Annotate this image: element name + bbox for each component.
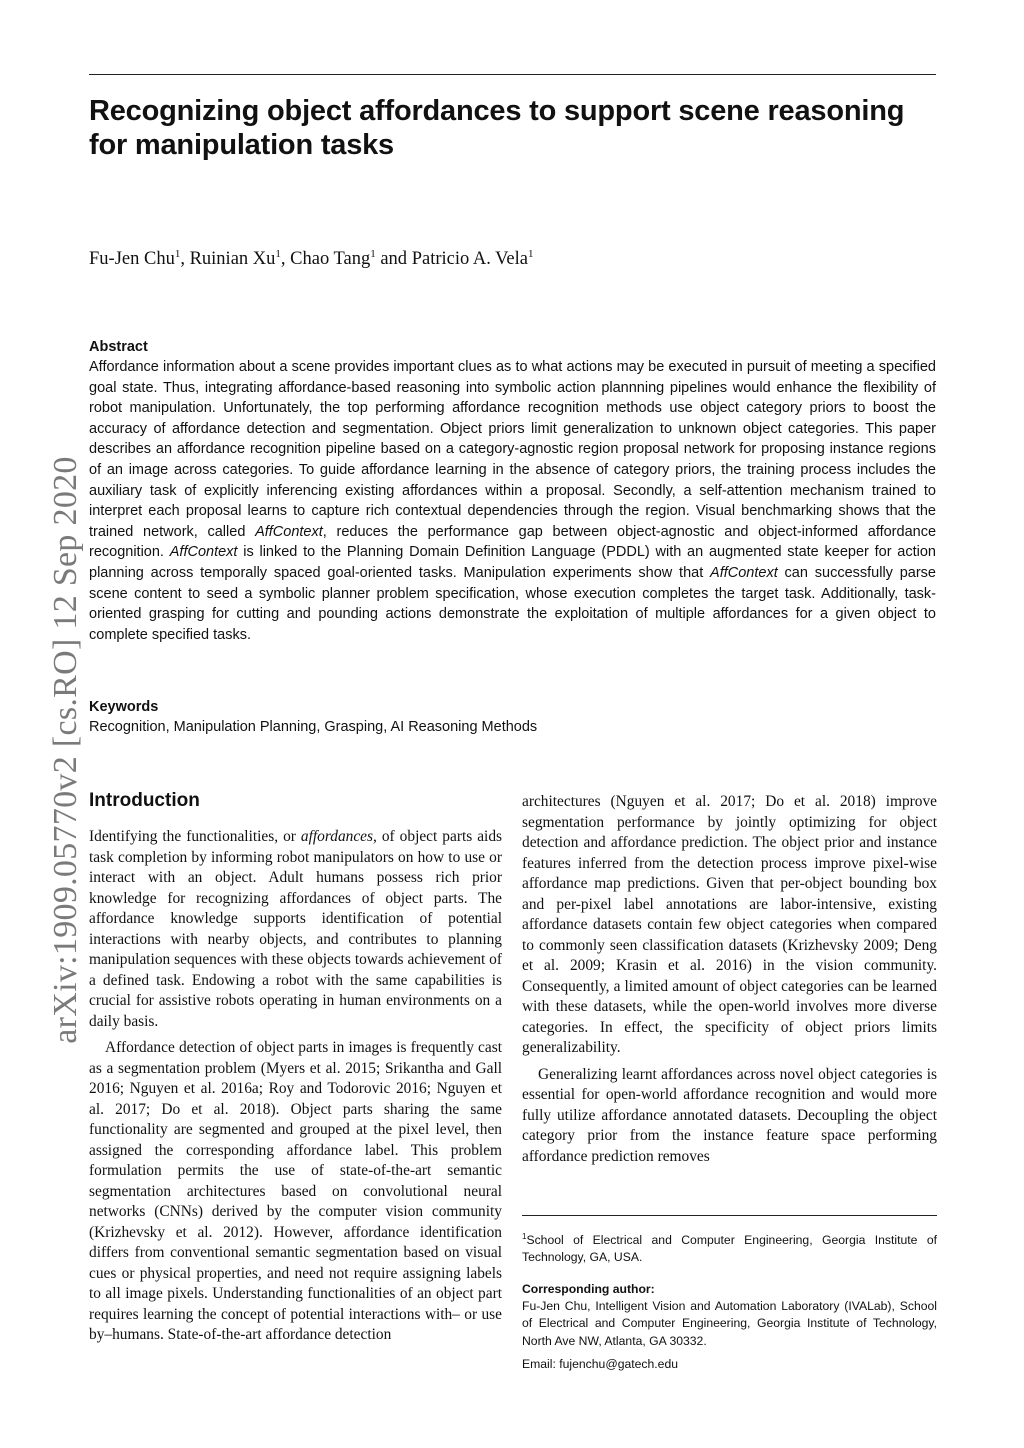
- keywords-heading: Keywords: [89, 699, 159, 715]
- footnote-rule: [522, 1215, 937, 1216]
- intro-paragraph: Identifying the functionalities, or affordances, of object parts aids task completion by informing robot manipulators on how to use or interact with an object. Adult humans possess rich prior knowledge for recognizing affordances of object parts. The affordance knowledge supports identification of potential interactions with nearby objects, and contributes to planning manipulation sequences with these objects towards achievement of a defined task. Endowing a robot with the same capabilities is crucial for assistive robots operating in human environments on a daily basis.: [89, 828, 502, 1030]
- corresponding-author-text: Fu-Jen Chu, Intelligent Vision and Automation Laboratory (IVALab), School of Electrical and Computer Engineering, Georgia Institute of Technology, North Ave NW, Atlanta, GA 30332.: [522, 1298, 937, 1348]
- keywords-section: [89, 697, 936, 738]
- footnotes: [522, 1215, 937, 1373]
- author-list: [89, 247, 533, 271]
- right-column: [522, 792, 937, 1167]
- author: Ruinian Xu$^1$,: [189, 247, 291, 269]
- abstract-section: [89, 337, 936, 645]
- arxiv-id: arXiv:1909.05770v2 [cs.RO] 12 Sep 2020: [47, 456, 84, 1044]
- keywords-text: Recognition, Manipulation Planning, Grasping, AI Reasoning Methods: [89, 719, 538, 735]
- intro-paragraph: architectures (Nguyen et al. 2017; Do et al. 2018) improve segmentation performance by jointly optimizing for object detection and affordance prediction. The object prior and instance features inferred from the detection process improve pixel-wise affordance map predictions. Given that per-object bounding box and per-pixel label annotations are labor-intensive, existing affordance datasets contain few object categories when compared to commonly seen classification datasets (Krizhevsky 2009; Deng et al. 2009; Krasin et al. 2016) in the vision community. Consequently, a limited amount of object categories can be learned with these datasets, while the open-world involves more diverse categories. In effect, the specificity of object priors limits generalizability.: [522, 793, 937, 1056]
- contact-email[interactable]: Email: fujenchu@gatech.edu: [522, 1357, 679, 1372]
- left-column: [89, 789, 502, 1346]
- corresponding-author-heading: Corresponding author:: [522, 1281, 655, 1296]
- author: Chao Tang$^1$ and: [290, 247, 412, 269]
- introduction-heading: Introduction: [89, 790, 200, 811]
- abstract-text: Affordance information about a scene provides important clues as to what actions may be executed in pursuit of meeting a specified goal state. Thus, integrating affordance-based reasoning into symbolic action plannning pipelines would enhance the flexibility of robot manipulation. Unfortunately, the top performing affordance recognition methods use object category priors to boost the accuracy of affordance detection and segmentation. Object priors limit generalization to unknown object categories. This paper describes an affordance recognition pipeline based on a category-agnostic region proposal network for proposing instance regions of an image across categories. To guide affordance learning in the absence of category priors, the training process includes the auxiliary task of explicitly inferencing existing affordances within a proposal. Secondly, a self-attention mechanism trained to interpret each proposal learns to capture rich contextual dependencies through the region. Visual benchmarking shows that the trained network, called AffContext, reduces the performance gap between object-agnostic and object-informed affordance recognition. AffContext is linked to the Planning Domain Definition Language (PDDL) with an augmented state keeper for action planning across temporally spaced goal-oriented tasks. Manipulation experiments show that AffContext can successfully parse scene content to seed a symbolic planner problem specification, whose execution completes the target task. Additionally, task-oriented grasping for cutting and pounding actions demonstrate the exploitation of multiple affordances for a given object to complete specified tasks.: [89, 359, 937, 643]
- header-rule: [89, 74, 936, 75]
- author: Patricio A. Vela$^1$: [411, 247, 534, 269]
- intro-paragraph: Generalizing learnt affordances across novel object categories is essential for open-world affordance recognition and would more fully utilize affordance annotated datasets. Decoupling the object category prior from the instance feature space performing affordance prediction removes: [522, 1065, 937, 1165]
- intro-paragraph: Affordance detection of object parts in images is frequently cast as a segmentation problem (Myers et al. 2015; Srikantha and Gall 2016; Nguyen et al. 2016a; Roy and Todorovic 2016; Nguyen et al. 2017; Do et al. 2018). Object parts sharing the same functionality are segmented and grouped at the pixel level, then assigned the corresponding affordance label. This problem formulation permits the use of state-of-the-art semantic segmentation architectures based on convolutional neural networks (CNNs) derived by the computer vision community (Krizhevsky et al. 2012). However, affordance identification differs from conventional semantic segmentation based on visual cues or physical properties, and need not require assigning labels to all image pixels. Understanding functionalities of an object part requires learning the concept of potential interactions with– or use by–humans. State-of-the-art affordance detection: [89, 1039, 502, 1343]
- paper-title: Recognizing object affordances to support scene reasoning for manipulation tasks: [89, 95, 905, 161]
- affiliation-footnote: $^1$School of Electrical and Computer Engineering, Georgia Institute of Technology, GA, USA.: [522, 1231, 937, 1265]
- abstract-heading: Abstract: [89, 339, 148, 355]
- author: Fu-Jen Chu$^1$,: [89, 247, 190, 269]
